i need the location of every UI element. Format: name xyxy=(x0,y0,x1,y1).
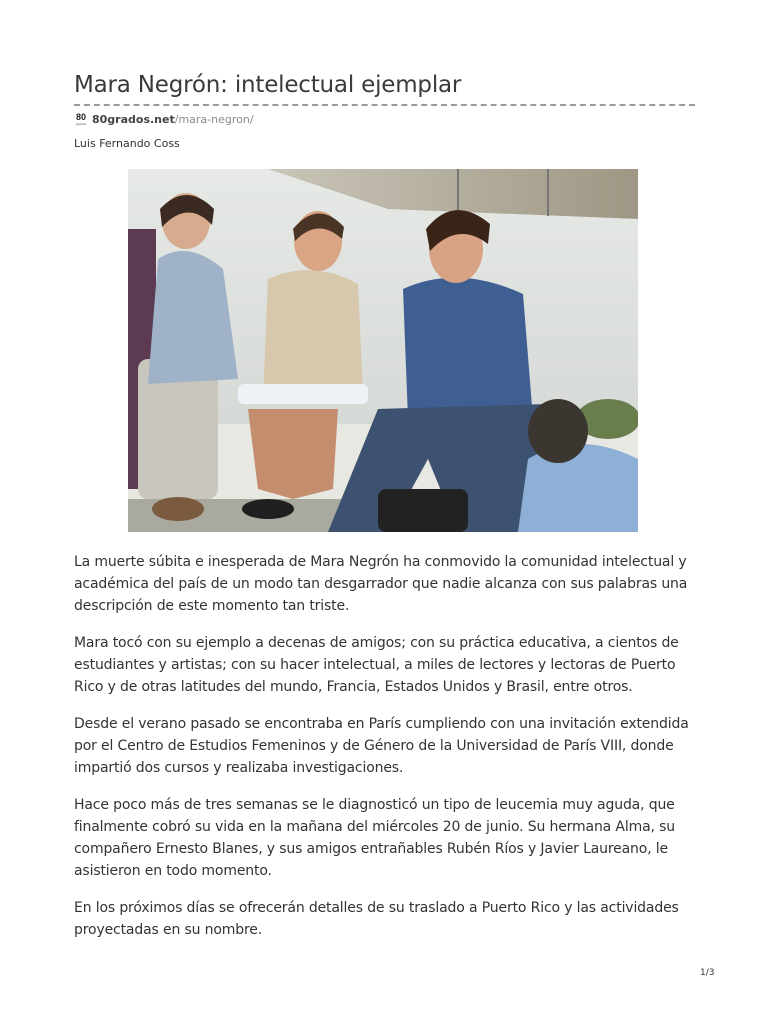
source-domain[interactable]: 80grados.net xyxy=(92,112,175,126)
article-author: Luis Fernando Coss xyxy=(74,137,180,150)
source-path[interactable]: /mara-negron/ xyxy=(174,112,254,126)
paragraph-2: Mara tocó con su ejemplo a decenas de amigos; con su práctica educativa, a cientos de estudiantes y artistas; con su hacer intelectual, a miles de lectores y lectoras de Puerto Rico y de otras latitudes del mundo, Francia, Estados Unidos y Brasil, entre otros. xyxy=(74,635,679,695)
source-line xyxy=(74,111,254,127)
title-divider xyxy=(74,104,695,106)
paragraph-5: En los próximos días se ofrecerán detalles de su traslado a Puerto Rico y las actividades proyectadas en su nombre. xyxy=(74,900,679,938)
page-number: 1/3 xyxy=(700,968,715,978)
paragraph-3: Desde el verano pasado se encontraba en París cumpliendo con una invitación extendida por el Centro de Estudios Femeninos y de Género de la Universidad de París VIII, donde impartió dos cursos y realizaba investigaciones. xyxy=(74,716,689,776)
article-photo xyxy=(128,169,638,532)
paragraph-4: Hace poco más de tres semanas se le diagnosticó un tipo de leucemia muy aguda, que finalmente cobró su vida en la mañana del miércoles 20 de junio. Su hermana Alma, su compañero Ernesto Blanes, y sus amigos entrañables Rubén Ríos y Javier Laureano, le asistieron en todo momento. xyxy=(74,797,675,879)
logo-number: 80 xyxy=(75,111,86,122)
80grados-logo-icon xyxy=(74,112,88,126)
article-title: Mara Negrón: intelectual ejemplar xyxy=(74,72,462,98)
logo-subtext: grados xyxy=(75,121,87,126)
paragraph-1: La muerte súbita e inesperada de Mara Negrón ha conmovido la comunidad intelectual y académica del país de un modo tan desgarrador que nadie alcanza con sus palabras una descripción de este momento tan triste. xyxy=(74,554,688,614)
article-body xyxy=(74,551,704,956)
